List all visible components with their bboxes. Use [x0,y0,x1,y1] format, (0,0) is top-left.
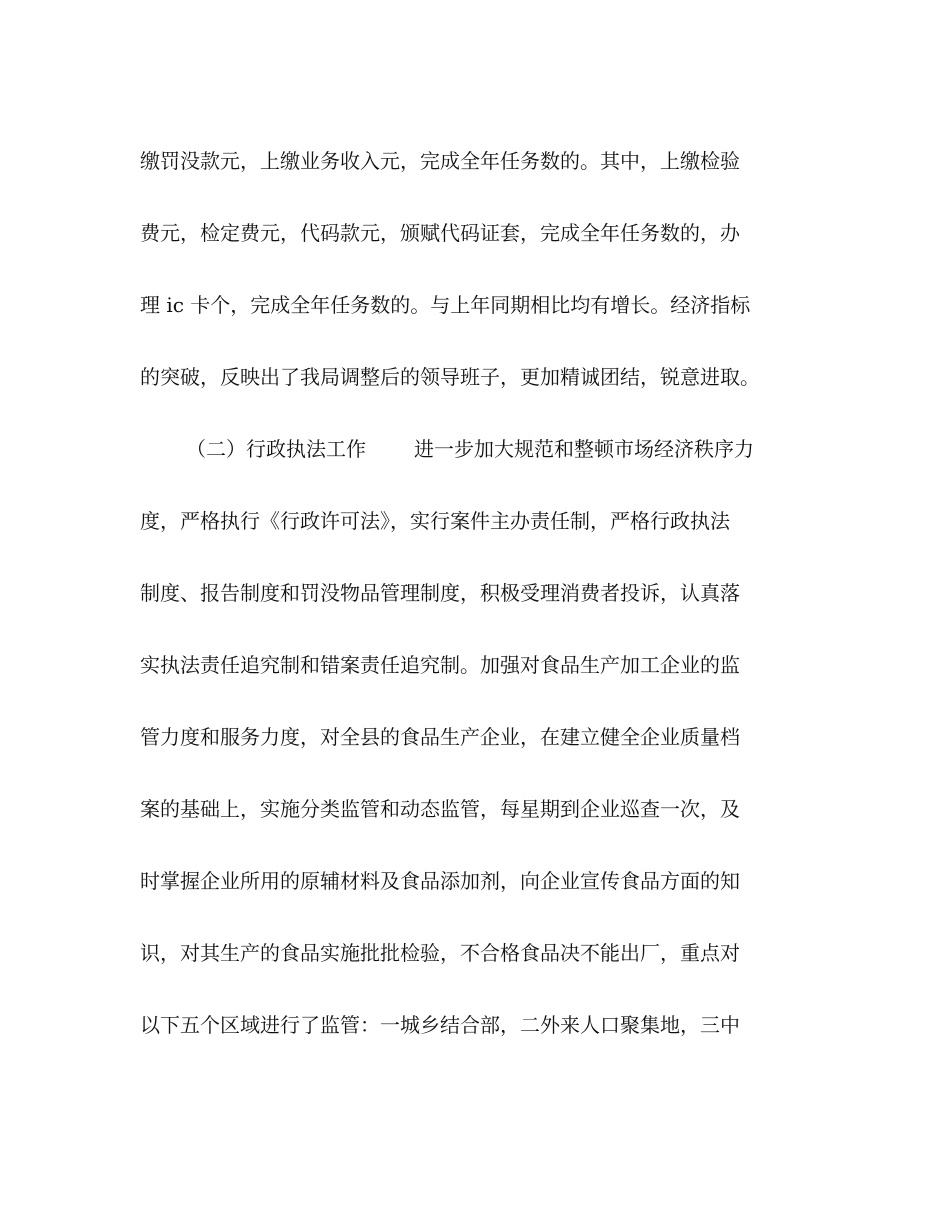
section-line [186,434,866,464]
body-text-line: 费元，检定费元，代码款元，颁赋代码证套，完成全年任务数的，办 [140,221,740,245]
body-text-line: 识，对其生产的食品实施批批检验，不合格食品决不能出厂，重点对 [140,941,740,965]
body-text-line: 度，严格执行《行政许可法》，实行案件主办责任制，严格行政执法 [140,509,730,533]
body-text-line: 管力度和服务力度，对全县的食品生产企业，在建立健全企业质量档 [140,725,740,749]
section-heading: （二）行政执法工作 [186,437,366,461]
body-text-line: 实执法责任追究制和错案责任追究制。加强对食品生产加工企业的监 [140,653,740,677]
section-intro-text: 进一步加大规范和整顿市场经济秩序力 [414,437,754,461]
body-text-line: 的突破，反映出了我局调整后的领导班子，更加精诚团结，锐意进取。 [140,365,760,389]
body-text-line: 制度、报告制度和罚没物品管理制度，积极受理消费者投诉，认真落 [140,581,740,605]
body-text-line: 以下五个区域进行了监管：一城乡结合部，二外来人口聚集地，三中 [140,1013,740,1037]
body-text-line: 理 ic 卡个，完成全年任务数的。与上年同期相比均有增长。经济指标 [140,293,751,317]
body-text-line: 缴罚没款元，上缴业务收入元，完成全年任务数的。其中，上缴检验 [140,149,740,173]
body-text-line: 案的基础上，实施分类监管和动态监管，每星期到企业巡查一次，及 [140,797,740,821]
body-text-line: 时掌握企业所用的原辅材料及食品添加剂，向企业宣传食品方面的知 [140,869,740,893]
